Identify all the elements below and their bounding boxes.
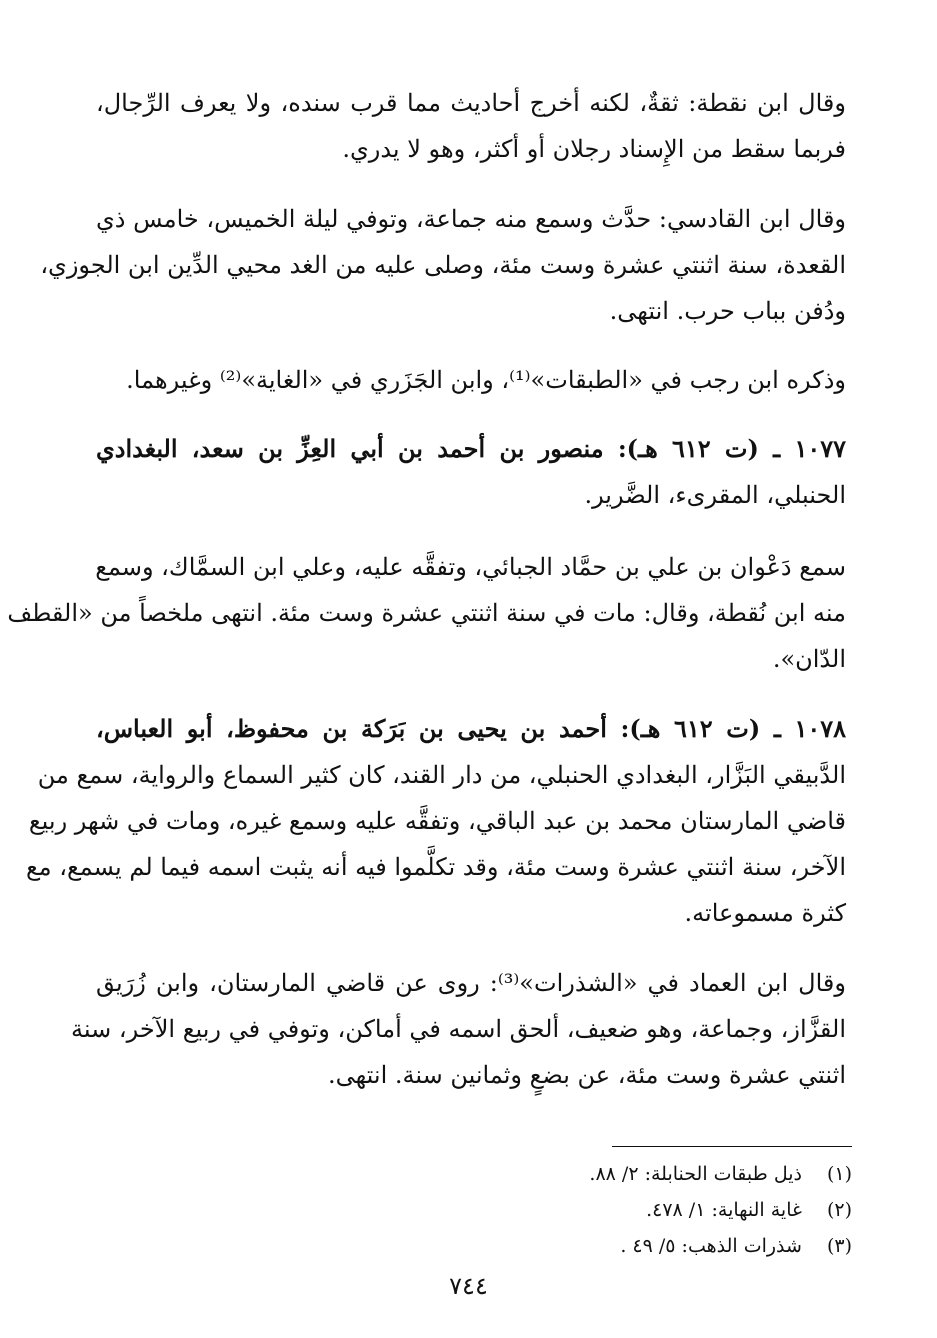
text-line: القزَّاز، وجماعة، وهو ضعيف، ألحق اسمه في أماكن، وتوفي في ربيع الآخر، سنة bbox=[71, 1015, 846, 1043]
text-line: منه ابن نُقطة، وقال: مات في سنة اثنتي عشرة وست مئة. انتهى ملخصاً من «القطف bbox=[7, 599, 846, 627]
footnote-item bbox=[500, 1228, 852, 1264]
text-line: كثرة مسموعاته. bbox=[684, 899, 846, 927]
text-line: وقال ابن العماد في «الشذرات»⁽³⁾: روى عن قاضي المارستان، وابن زُرَيق bbox=[96, 969, 846, 997]
footnote-item bbox=[500, 1192, 852, 1228]
entry-1078 bbox=[25, 706, 847, 936]
text-line: وقال ابن نقطة: ثقةٌ، لكنه أخرج أحاديث مما قرب سنده، ولا يعرف الرِّجال، bbox=[96, 89, 846, 117]
footnote-number: (٢) bbox=[826, 1199, 852, 1221]
text-line: الدّان». bbox=[772, 645, 846, 673]
text-line: القعدة، سنة اثنتي عشرة وست مئة، وصلى عليه من الغد محيي الدِّين ابن الجوزي، bbox=[40, 251, 846, 279]
text-line: فربما سقط من الإِسناد رجلان أو أكثر، وهو لا يدري. bbox=[342, 135, 846, 163]
footnote-divider bbox=[612, 1146, 852, 1147]
paragraph-ibn-imad-quote bbox=[71, 960, 846, 1098]
text-line: ١٠٧٧ ـ (ت ٦١٢ هـ): منصور بن أحمد بن أبي العِزِّ بن سعد، البغدادي bbox=[96, 434, 847, 463]
text-line: وذكره ابن رجب في «الطبقات»⁽¹⁾، وابن الجَزَري في «الغاية»⁽²⁾ وغيرهما. bbox=[126, 366, 846, 394]
footnote-number: (١) bbox=[826, 1163, 852, 1185]
entry-1077-heading bbox=[96, 426, 846, 518]
paragraph-ibn-qadisi-quote bbox=[40, 196, 846, 334]
text-line: ١٠٧٨ ـ (ت ٦١٢ هـ): أحمد بن يحيى بن بَرَكة بن محفوظ، أبو العباس، bbox=[96, 714, 847, 743]
entry-1077-body bbox=[7, 544, 846, 682]
footnote-text: شذرات الذهب: ٥/ ٤٩ . bbox=[620, 1235, 802, 1257]
text-line: قاضي المارستان محمد بن عبد الباقي، وتفقَّه عليه وسمع غيره، ومات في شهر ربيع bbox=[28, 807, 846, 835]
text-line: الحنبلي، المقرىء، الضَّرير. bbox=[584, 481, 846, 509]
paragraph-ibn-nuqta-quote bbox=[96, 80, 846, 172]
text-line: سمع دَعْوان بن علي بن حمَّاد الجبائي، وتفقَّه عليه، وعلي ابن السمَّاك، وسمع bbox=[95, 553, 846, 581]
text-line: اثنتي عشرة وست مئة، عن بضعٍ وثمانين سنة. انتهى. bbox=[327, 1061, 846, 1089]
paragraph-references bbox=[96, 357, 846, 403]
footnotes-list bbox=[500, 1156, 852, 1264]
footnote-text: ذيل طبقات الحنابلة: ٢/ ٨٨. bbox=[589, 1163, 802, 1185]
text-line: الدَّبيقي البَزَّار، البغدادي الحنبلي، من دار القند، كان كثير السماع والرواية، سمع من bbox=[37, 761, 846, 789]
footnote-number: (٣) bbox=[826, 1235, 852, 1257]
footnote-item bbox=[500, 1156, 852, 1192]
footnote-text: غاية النهاية: ١/ ٤٧٨. bbox=[646, 1199, 802, 1221]
text-line: الآخر، سنة اثنتي عشرة وست مئة، وقد تكلَّموا فيه أنه يثبت اسمه فيما لم يسمع، مع bbox=[25, 853, 846, 881]
text-line: وقال ابن القادسي: حدَّث وسمع منه جماعة، وتوفي ليلة الخميس، خامس ذي bbox=[96, 205, 846, 233]
page-number: ٧٤٤ bbox=[449, 1272, 488, 1300]
text-line: ودُفن بباب حرب. انتهى. bbox=[609, 297, 846, 325]
